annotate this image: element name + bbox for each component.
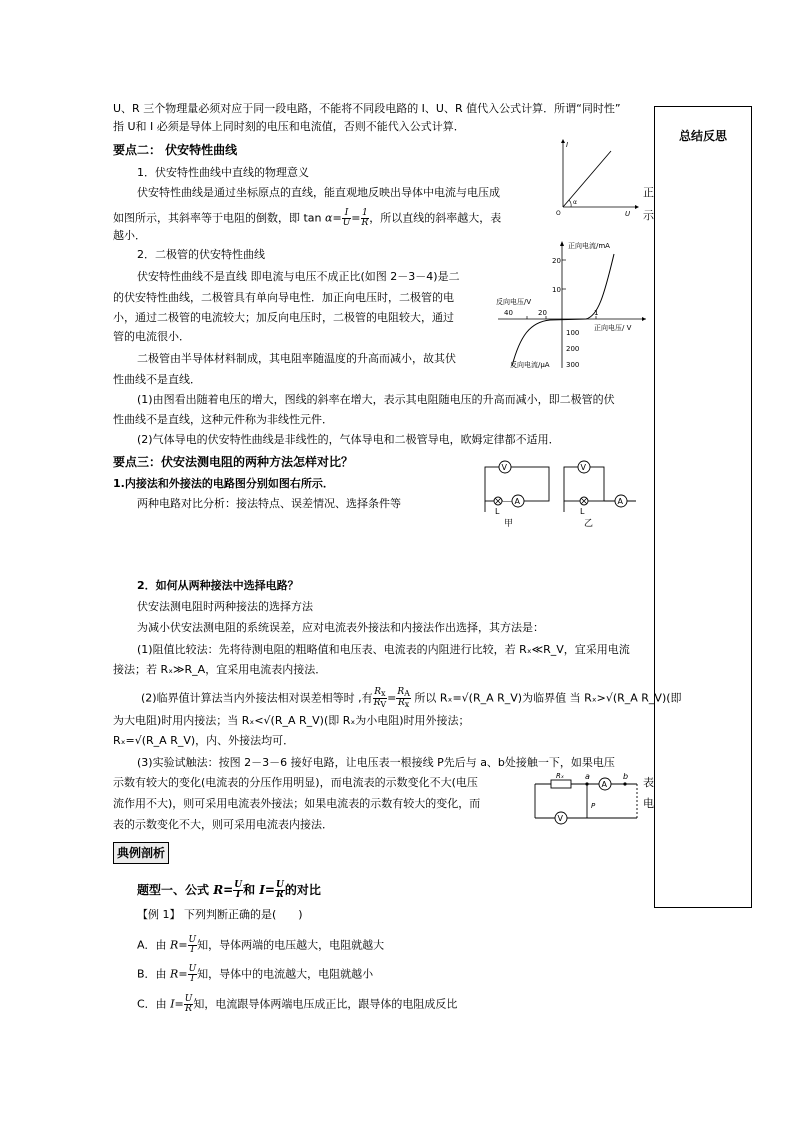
summary-title: 总结反思 xyxy=(678,129,727,143)
graph2-fwd-v-label: 正向电压/ V xyxy=(594,324,632,332)
point3-m1b: 接法；若 Rₓ≫R_A，宜采用电流表内接法． xyxy=(113,663,327,676)
point2-p1b xyxy=(113,209,501,228)
frac-1-over-r: $\frac{1}{R}$ xyxy=(361,208,369,228)
graph2-fwd-i-label: 正向电流/mA xyxy=(568,242,610,250)
point2-p1b-tail: 示 xyxy=(643,209,654,222)
frac-i-over-u: $\frac{I}{U}$ xyxy=(342,208,351,228)
p1b-pre: 如图所示，其斜率等于电阻的倒数，即 tan xyxy=(113,211,326,225)
circuit-jia-ammeter: A xyxy=(514,497,520,506)
diode-iv-graph xyxy=(490,236,650,372)
point3-heading: 要点三：伏安法测电阻的两种方法怎样对比？ xyxy=(113,455,354,469)
point2-p1a-tail: 正 xyxy=(643,186,654,199)
example-question: 【例 1】 下列判断正确的是( ) xyxy=(137,908,303,921)
trial-touch-circuit xyxy=(527,770,652,828)
graph2-tick-20: 20 xyxy=(552,257,561,265)
m2a-pre: (2)临界值计算法当内外接法相对误差相等时 ,有 xyxy=(141,691,373,705)
example-badge: 典例剖析 xyxy=(113,842,169,864)
p1b-alpha: α= xyxy=(325,211,342,225)
m2a-eq: = xyxy=(387,691,397,705)
graph2-tick-1: 1 xyxy=(594,309,599,317)
graph2-tick-300: 300 xyxy=(566,361,580,369)
point3-m3c-tail: 电 xyxy=(643,797,654,810)
point2-p5: (2)气体导电的伏安特性曲线是非线性的，气体导电和二极管导电，欧姆定律都不适用． xyxy=(137,433,560,446)
graph2-tick-200: 200 xyxy=(566,345,580,353)
example-option-a: A．由 R= $\frac{U}{I}$ 知，导体两端的电压越大，电阻就越大 xyxy=(137,935,385,955)
point3-m2b: 为大电阻)时用内接法；当 Rₓ<√(R_A R_V)(即 Rₓ为小电阻)时用外接法； xyxy=(113,714,470,727)
p1b-eq: = xyxy=(351,211,361,225)
example-topic: 题型一、公式 R= $\frac{U}{I}$ 和 I= $\frac{U}{R}$ 的对比 xyxy=(137,880,321,900)
point2-p4b: 性曲线不是直线，这种元件称为非线性元件． xyxy=(113,413,333,426)
circuit-jia xyxy=(485,461,549,529)
graph2-tick-40: 40 xyxy=(504,309,513,317)
point3-m3d: 表的示数变化不大，则可采用电流表内接法． xyxy=(113,818,333,831)
point2-p3a: 二极管由半导体材料制成，其电阻率随温度的升高而减小，故其伏 xyxy=(137,352,456,365)
point2-sub1: 1．伏安特性曲线中直线的物理意义 xyxy=(137,166,309,179)
circuit-yi-lamp: L xyxy=(580,507,585,516)
circuit-yi-voltmeter: V xyxy=(580,463,586,472)
p1b-post: ，所以直线的斜率越大，表 xyxy=(369,211,502,225)
example-option-b: B．由 R= $\frac{U}{I}$ 知，导体中的电流越大，电阻就越小 xyxy=(137,964,374,984)
point2-p2c: 小，通过二极管的电流较大；加反向电压时，二极管的电阻较大，通过 xyxy=(113,311,454,324)
circuit-jia-lamp: L xyxy=(495,507,500,516)
circuit-yi-caption: 乙 xyxy=(584,519,594,529)
summary-box xyxy=(654,106,752,908)
graph2-rev-v-label: 反向电压/V xyxy=(496,298,532,306)
point2-p1c: 越小． xyxy=(113,229,146,242)
point3-sub2: 2．如何从两种接法中选择电路？ xyxy=(137,579,299,592)
point3-m3a: (3)实验试触法：按图 2－3－6 接好电路，让电压表一根接线 P先后与 a、b处接触一下，如果电压 xyxy=(137,756,615,769)
m2a-frac-1: $\frac{Rx}{RV}$ xyxy=(373,687,387,709)
c3-a: a xyxy=(585,772,590,781)
m2a-frac-2: $\frac{RA}{Rx}$ xyxy=(397,687,410,709)
intro-line-1: U、R 三个物理量必须对应于同一段电路，不能将不同段电路的 I、U、R 值代入公式计算．所谓“同时性” xyxy=(113,102,621,115)
point2-p2d: 管的电流很小． xyxy=(113,330,190,343)
graph1-angle: α xyxy=(573,199,577,206)
circuit-yi-ammeter: A xyxy=(617,497,623,506)
circuit-diagrams xyxy=(476,458,654,534)
point2-p2a: 伏安特性曲线不是直线 即电流与电压不成正比(如图 2－3－4)是二 xyxy=(137,270,460,283)
point3-p2: 伏安法测电阻时两种接法的选择方法 xyxy=(137,600,313,613)
m2a-mid: 所以 Rₓ=√(R_A R_V)为临界值 当 Rₓ>√(R_A R_V)(即 xyxy=(414,691,682,705)
c3-rx: Rₓ xyxy=(556,772,564,780)
point2-p2b: 的伏安特性曲线，二极管具有单向导电性．加正向电压时，二极管的电 xyxy=(113,291,454,304)
c3-p: P xyxy=(591,802,596,810)
example-option-c: C．由 I= $\frac{U}{R}$ 知，电流跟导体两端电压成正比，跟导体的电阻成反比 xyxy=(137,994,458,1014)
graph1-x-label: U xyxy=(625,210,631,218)
graph1-y-label: I xyxy=(566,141,569,149)
intro-line-2: 指 U和 I 必须是导体上同时刻的电压和电流值，否则不能代入公式计算． xyxy=(113,120,465,133)
point3-m3c: 流作用不大)，则可采用电流表外接法；如果电流表的示数有较大的变化，而 xyxy=(113,797,481,810)
circuit-yi xyxy=(564,461,636,529)
point3-m2c: Rₓ=√(R_A R_V)，内、外接法均可． xyxy=(113,734,295,747)
point2-p3b: 性曲线不是直线． xyxy=(113,373,201,386)
circuit-jia-caption: 甲 xyxy=(504,519,514,529)
point3-m2a xyxy=(141,688,682,709)
c3-voltmeter: V xyxy=(557,814,563,823)
point3-m1a: (1)阻值比较法：先将待测电阻的粗略值和电压表、电流表的内阻进行比较，若 Rₓ≪R_V，宜采用电流 xyxy=(137,643,630,656)
linear-iv-graph xyxy=(545,137,640,219)
point2-p4a: (1)由图看出随着电压的增大，图线的斜率在增大，表示其电阻随电压的升高而减小，即二极管的伏 xyxy=(137,393,615,406)
point3-p1: 两种电路对比分析：接法特点、误差情况、选择条件等 xyxy=(137,497,401,510)
point2-p1a: 伏安特性曲线是通过坐标原点的直线，能直观地反映出导体中电流与电压成 xyxy=(137,186,500,199)
c3-ammeter: A xyxy=(601,780,607,789)
point3-m3b: 示数有较大的变化(电流表的分压作用明显)，而电流表的示数变化不大(电压 xyxy=(113,776,478,789)
graph2-rev-i-label: 反向电流/μA xyxy=(510,361,550,369)
graph1-origin: O xyxy=(556,210,561,217)
point2-sub2: 2．二极管的伏安特性曲线 xyxy=(137,248,265,261)
point2-heading: 要点二： 伏安特性曲线 xyxy=(113,143,238,157)
c3-b: b xyxy=(623,772,629,781)
graph2-tick-100: 100 xyxy=(566,329,580,337)
graph2-tick-20n: 20 xyxy=(538,309,547,317)
point3-p3: 为减小伏安法测电阻的系统误差，应对电流表外接法和内接法作出选择，其方法是： xyxy=(137,621,544,634)
point3-m3b-tail: 表 xyxy=(643,776,654,789)
circuit-jia-voltmeter: V xyxy=(501,463,507,472)
point3-sub1: 1.内接法和外接法的电路图分别如图右所示． xyxy=(113,477,334,490)
graph2-tick-10: 10 xyxy=(552,286,561,294)
